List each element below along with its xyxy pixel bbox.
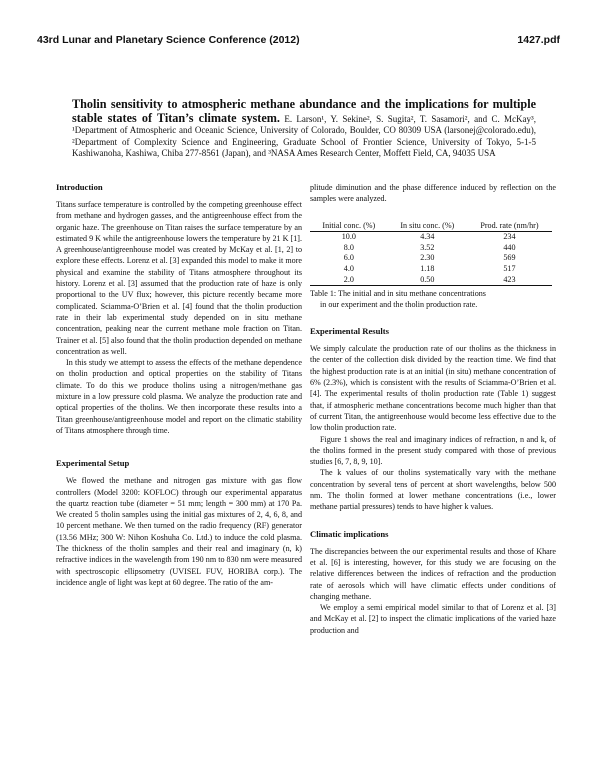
- table-cell: 234: [503, 232, 516, 242]
- experimental-results-heading: Experimental Results: [310, 326, 390, 337]
- table-row: [310, 232, 552, 243]
- table-cell: 1.18: [420, 263, 435, 273]
- table-row: [310, 253, 552, 264]
- results-paragraph-1: We simply calculate the production rate of our tholins as the thickness in the center of the collection disk divided by the reaction time. We find that the highest production rate is at an initial (in situ) methane concentration of 6% (2.3%), which is consistent with the results of Sciamma-O’Brien et al. [4]. The experimental results of tholin production rate (Table 1) suggest that, if atmospheric methane concentrations become much higher than that of current Titan, the antigreenhouse would become less effective due to the low tholin production rate.: [310, 344, 556, 433]
- table-row: [310, 243, 552, 254]
- table-caption-line-2: in our experiment and the tholin production rate.: [320, 300, 478, 310]
- results-paragraph-2: Figure 1 shows the real and imaginary indices of refraction, n and k, of the tholins formed in the present study compared with those of previous studies [6, 7, 8, 9, 10].: [310, 434, 556, 467]
- climatic-paragraph-2: We employ a semi empirical model similar to that of Lorenz et al. [3] and McKay et al. [2] to inspect the climatic implications of the varied haze production and: [310, 603, 556, 635]
- table-cell: 517: [503, 263, 516, 273]
- table-caption-line-1: Table 1: The initial and in situ methane concentrations: [310, 289, 486, 299]
- paper-title: Tholin sensitivity to atmospheric methane abundance and the implications for multiple stable states of Titan’s climate system.: [72, 97, 536, 125]
- table-cell: 2.30: [420, 253, 435, 263]
- right-column: [310, 182, 556, 636]
- table-cell: 6.0: [343, 253, 354, 263]
- table-header: In situ conc. (%): [388, 221, 467, 232]
- table-cell: 4.0: [343, 263, 354, 273]
- table-1: [310, 221, 552, 287]
- table-header: Prod. rate (nm/hr): [467, 221, 552, 232]
- intro-paragraph-1: Titans surface temperature is controlled by the competing greenhouse effect from methane and hydrogen gasses, and the antigreenhouse effect from the organic haze. The greenhouse on Titan raises the surface temperature by an estimated 9 K while the antigreenhouse lowers the temperature by 21 K [1]. A greenhouse/antigreenhouse model was created by McKay et al. [1, 2] to explore these effects. Lorenz et al. [3] expanded this model to make it more physical and examine the stability of Titans atmosphere throughout its history. Lorenz et al. [3] assumed that the production rate of haze is only proportional to the UV flux; however, this picture recently became more complicated. Sciamma-O’Brien et al. [4] found that the tholin production rate in their lab experimental study depended on in situ methane concentration, peaking near the current methane mole fraction on Titan. Trainer et al. [5] also found that the tholin production depended on methane concentration as well.: [56, 200, 302, 356]
- table-cell: 3.52: [420, 242, 435, 252]
- table-caption: [310, 288, 556, 310]
- climatic-implications-heading: Climatic implications: [310, 528, 389, 539]
- title-block: [72, 98, 536, 160]
- conference-header: 43rd Lunar and Planetary Science Conference (2012): [37, 34, 300, 46]
- intro-paragraph-2: In this study we attempt to assess the effects of the methane dependence on tholin production and optical properties on the stability of Titans climate. To do this we produce tholins using a nitrogen/methane gas mixture in a low pressure cold plasma. We analyze the production rate and optical properties of the tholins. We then incorporate these results into a Titan greenhouse/antigreenhouse model and report on the climatic stability of Titans atmosphere through time.: [56, 358, 302, 435]
- introduction-heading: Introduction: [56, 182, 103, 192]
- left-column: [56, 182, 302, 588]
- table-cell: 10.0: [341, 232, 356, 242]
- results-paragraph-3: The k values of our tholins systematically vary with the methane concentration by several tens of percent at short wavelengths, below 500 nm. The tholin formed at lower methane concentrations (i.e., lower methane partial pressures) tends to have higher k values.: [310, 468, 556, 512]
- table-cell: 440: [503, 242, 516, 252]
- pdf-id: 1427.pdf: [517, 34, 560, 46]
- climatic-paragraph-1: The discrepancies between the our experimental results and those of Khare et al. [6] is interesting, however, for this study we are focusing on the relative differences between the indices of refraction and the production rate of aerosols which will have climatic effects under conditions of changing methane.: [310, 546, 556, 601]
- setup-paragraph-1: We flowed the methane and nitrogen gas mixture with gas flow controllers (Model 3200: KOFLOC) through our experimental apparatus the quartz reaction tube (diameter = 51 mm; length = 300 mm) at 170 Pa. We created 5 tholin samples using the initial gas mixtures of 2, 4, 6, 8, and 10 percent methane. We then turned on the radio frequency (RF) generator (13.56 MHz; 300 W: Nihon Koshuha Co. Ltd.) to induce the cold plasma. The thickness of the tholin samples and their real and imaginary (n, k) refractive indices in the wavelength from 190 nm to 830 nm were measured with spectroscopic ellipsometry (UVISEL FUV, HORIBA corp.). The incidence angle of light was kept at 60 degree. The ratio of the am-: [56, 476, 302, 587]
- experimental-setup-heading: Experimental Setup: [56, 458, 130, 469]
- table-header: Initial conc. (%): [310, 221, 388, 232]
- table-cell: 4.34: [420, 232, 435, 242]
- setup-continuation: plitude diminution and the phase difference induced by reflection on the samples were analyzed.: [310, 183, 556, 204]
- table-cell: 0.50: [388, 275, 467, 286]
- table-cell: 569: [503, 253, 516, 263]
- table-cell: 423: [467, 275, 552, 286]
- table-row: [310, 275, 552, 286]
- table-cell: 2.0: [310, 275, 388, 286]
- authors-affiliations: E. Larson¹, Y. Sekine², S. Sugita², T. Sasamori², and C. McKay³, ¹Department of Atmospheric and Oceanic Science, University of Colorado, Boulder, CO 80309 USA (larsonej@colorado.edu), ²Department of Complexity Science and Engineering, Graduate School of Frontier Science, University of Tokyo, 5-1-5 Kashiwanoha, Kashiwa, Chiba 277-8561 (Japan), and ³NASA Ames Research Center, Moffett Field, CA, 94035 USA: [72, 113, 537, 159]
- table-row: [310, 264, 552, 275]
- table-cell: 8.0: [343, 242, 354, 252]
